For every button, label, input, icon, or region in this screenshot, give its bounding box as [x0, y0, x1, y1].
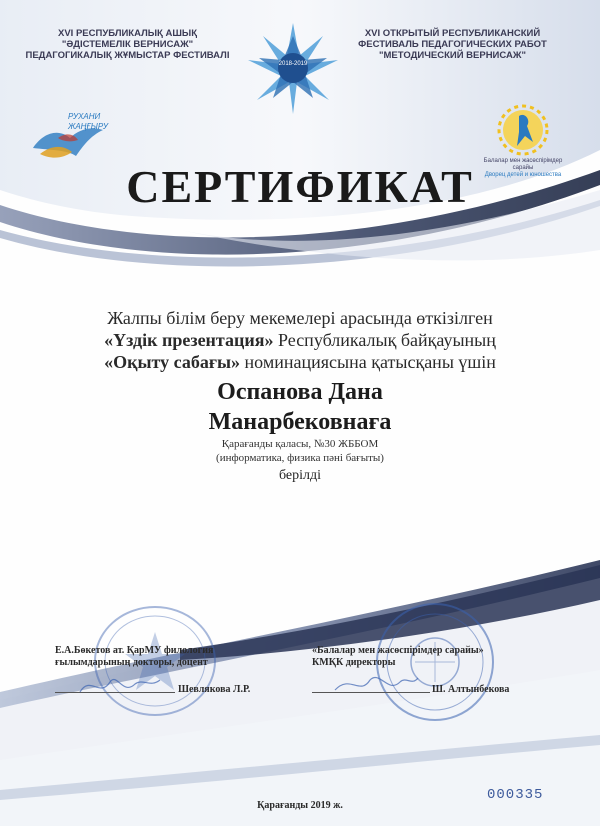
header-left-block — [20, 28, 235, 61]
left-signatory-name: Шевлякова Л.Р. — [178, 684, 251, 695]
right-signatory-name: Ш. Алтынбекова — [432, 684, 510, 695]
palace-line1: Балалар мен жасөспірімдер сарайы — [483, 158, 563, 171]
serial-number: 000335 — [487, 787, 544, 803]
right-signatory-line1: «Балалар мен жасөспірімдер сарайы» — [312, 645, 484, 656]
nomination-rest: номинациясына қатысқаны үшін — [240, 352, 496, 372]
rukhani-logo — [28, 108, 113, 168]
festival-emblem — [238, 20, 348, 115]
header-right-block — [345, 28, 560, 61]
right-signature-scribble — [330, 670, 420, 700]
left-signatory-line1: Е.А.Бөкетов ат. ҚарМУ филология — [55, 645, 214, 656]
contest-rest: Республикалық байқауының — [273, 330, 496, 350]
school-text: Қарағанды қаласы, №30 ЖББОМ — [221, 438, 379, 450]
recipient-name-line1: Оспанова Дана — [217, 379, 383, 405]
body-line-3 — [0, 351, 600, 373]
rukhani-text — [68, 112, 118, 132]
palace-line2: Дворец детей и юношества — [484, 172, 562, 178]
header-right-line1: XVI ОТКРЫТЫЙ РЕСПУБЛИКАНСКИЙ — [364, 28, 541, 39]
left-signatory-title — [55, 645, 295, 669]
header-right-line2: ФЕСТИВАЛЬ ПЕДАГОГИЧЕСКИХ РАБОТ — [358, 39, 547, 50]
right-signatory-title — [312, 645, 582, 669]
header-right-line3: "МЕТОДИЧЕСКИЙ ВЕРНИСАЖ" — [379, 50, 526, 61]
recipient-name-line2: Манарбековнаға — [208, 409, 392, 435]
rukhani-line1: РУХАНИ — [68, 112, 101, 121]
right-signatory-line2: КМҚК директоры — [312, 657, 396, 668]
left-signatory-line2: ғылымдарының докторы, доцент — [55, 657, 208, 668]
star-burst-icon — [238, 20, 348, 115]
issued-text: берілді — [278, 468, 322, 483]
left-signature-scribble — [75, 670, 165, 700]
rukhani-line2: ЖАҢҒЫРУ — [68, 122, 108, 131]
header-left-line2: "ӘДІСТЕМЕЛІК ВЕРНИСАЖ" — [61, 39, 194, 50]
body-line-1: Жалпы білім беру мекемелері арасында өткізілген — [107, 308, 493, 328]
place-year: Қарағанды 2019 ж. — [257, 800, 343, 811]
contest-name: «Үздік презентация» — [104, 330, 274, 350]
certificate-title: СЕРТИФИКАТ — [126, 161, 474, 212]
header-left-line1: XVI РЕСПУБЛИКАЛЫҚ АШЫҚ — [58, 28, 197, 39]
header-left-line3: ПЕДАГОГИКАЛЫҚ ЖҰМЫСТАР ФЕСТИВАЛІ — [25, 50, 230, 61]
subject-text: (информатика, физика пәні бағыты) — [216, 452, 384, 464]
body-line-2 — [0, 329, 600, 351]
emblem-years: 2018-2019 — [278, 61, 308, 67]
nomination-name: «Оқыту сабағы» — [104, 352, 241, 372]
sun-figure-icon — [478, 100, 568, 160]
